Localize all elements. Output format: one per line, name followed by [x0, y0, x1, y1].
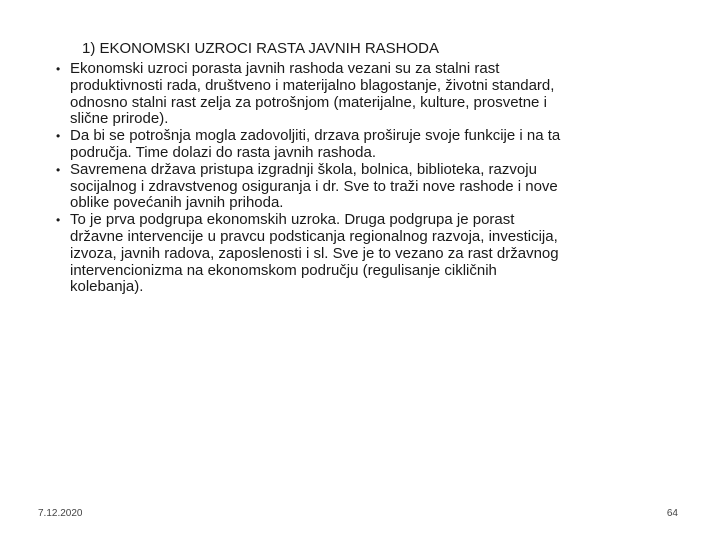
bullet-text-line: oblike povećanih javnih prihoda.: [70, 194, 284, 212]
bullet-item: [48, 128, 698, 162]
footer-page-number: 64: [666, 508, 678, 519]
bullet-text-line: produktivnosti rada, društveno i materijalno blagostanje, životni standard,: [70, 76, 555, 94]
bullet-item: [48, 212, 698, 296]
bullet-dot: •: [56, 213, 61, 228]
bullet-text-line: izvoza, javnih radova, zaposlenosti i sl. Sve je to vezano za rast državnog: [70, 244, 559, 262]
bullet-text-line: područja. Time dolazi do rasta javnih rashoda.: [70, 143, 377, 161]
bullet-list: [48, 61, 698, 296]
bullet-dot: •: [56, 162, 61, 177]
bullet-text-line: državne intervencije u pravcu podsticanja regionalnog razvoja, investicija,: [70, 227, 558, 245]
slide-heading: 1) EKONOMSKI UZROCI RASTA JAVNIH RASHODA: [82, 40, 439, 57]
bullet-item: [48, 162, 698, 212]
bullet-item: [48, 61, 698, 128]
bullet-dot: •: [56, 129, 61, 144]
bullet-text-line: socijalnog i zdravstvenog osiguranja i dr. Sve to traži nove rashode i nove: [70, 177, 558, 195]
bullet-text-line: kolebanja).: [70, 278, 144, 296]
bullet-text-line: Ekonomski uzroci porasta javnih rashoda vezani su za stalni rast: [70, 60, 500, 77]
bullet-text-line: intervencionizma na ekonomskom području (regulisanje cikličnih: [70, 261, 497, 279]
bullet-text-line: Da bi se potrošnja mogla zadovoljiti, drzava proširuje svoje funkcije i na ta: [70, 127, 561, 145]
bullet-text-line: To je prva podgrupa ekonomskih uzroka. Druga podgrupa je porast: [70, 211, 515, 229]
bullet-text-line: Savremena država pristupa izgradnji škola, bolnica, biblioteka, razvoju: [70, 160, 537, 178]
bullet-text-line: odnosno stalni rast zelja za potrošnjom (materijalne, kulture, prosvetne i: [70, 93, 547, 111]
bullet-text-line: slične prirode).: [70, 110, 169, 128]
footer-date: 7.12.2020: [38, 508, 83, 519]
bullet-dot: •: [56, 62, 61, 76]
